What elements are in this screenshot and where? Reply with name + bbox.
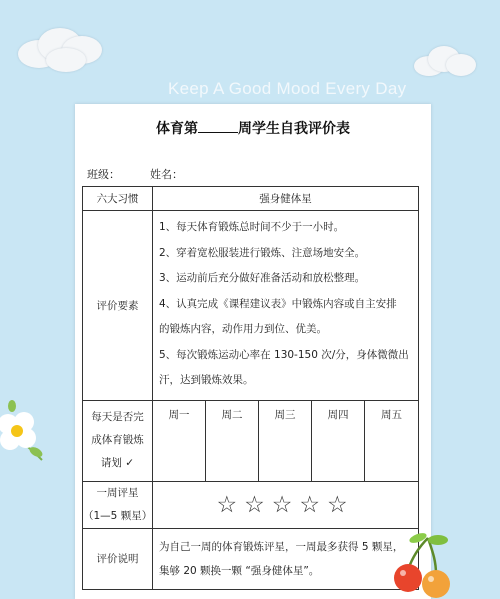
header-row [83,187,419,211]
criteria-row [83,211,419,401]
criteria-list [153,211,419,401]
title-prefix: 体育第 [156,120,198,136]
criteria-line: 1、每天体育锻炼总时间不少于一小时。 [159,221,345,233]
day-cell-friday[interactable]: 周五 [365,400,419,481]
weekly-star-label: 一周评星 （1—5 颗星） [83,481,153,528]
criteria-line: 3、运动前后充分做好准备活动和放松整理。 [159,272,366,284]
star-icon[interactable]: ☆ [326,491,355,518]
student-info-line [87,166,183,182]
cloud-decoration-right [410,44,482,82]
star-icon[interactable]: ☆ [216,491,245,518]
star-icon[interactable]: ☆ [244,491,272,518]
daily-check-row [83,400,419,481]
page-title [75,118,431,138]
criteria-line: 5、每次锻炼运动心率在 130-150 次/分，身体微微出 [159,348,409,361]
class-label: 班级： [87,168,120,181]
cherry-icon [388,528,458,599]
explanation-row [83,528,419,589]
tagline-text: Keep A Good Mood Every Day [168,79,407,98]
cloud-decoration-left [10,22,110,74]
day-cell-monday[interactable]: 周一 [153,400,206,481]
evaluation-table [82,186,419,590]
star-icon[interactable]: ☆ [299,491,327,518]
criteria-line: 4、认真完成《课程建议表》中锻炼内容或自主安排 [159,297,397,310]
habit-name-header: 强身健体星 [153,187,419,211]
flower-icon [0,400,48,462]
explanation-label: 评价说明 [83,528,153,589]
weekly-star-row [83,481,419,528]
star-icon[interactable]: ☆ [271,491,300,518]
criteria-line: 2、穿着宽松服装进行锻炼、注意场地安全。 [159,246,366,259]
day-cell-tuesday[interactable]: 周二 [206,400,259,481]
criteria-line: 的锻炼内容，动作用力到位、优美。 [159,323,327,335]
daily-check-label: 每天是否完 成体育锻炼 请划 ✓ [83,400,153,481]
title-suffix: 周学生自我评价表 [238,120,350,136]
week-number-blank[interactable] [198,120,238,133]
criteria-label: 评价要素 [83,211,153,401]
habits-header: 六大习惯 [83,187,153,211]
evaluation-sheet [75,104,431,599]
star-rating [153,481,419,528]
criteria-line: 汗，达到锻炼效果。 [159,374,254,386]
day-cell-thursday[interactable]: 周四 [312,400,365,481]
day-cell-wednesday[interactable]: 周三 [259,400,312,481]
explanation-text: 为自己一周的体育锻炼评星，一周最多获得 5 颗星， 集够 20 颗换一颗 “强身健体星”。 [153,528,419,589]
name-label: 姓名： [150,168,183,181]
